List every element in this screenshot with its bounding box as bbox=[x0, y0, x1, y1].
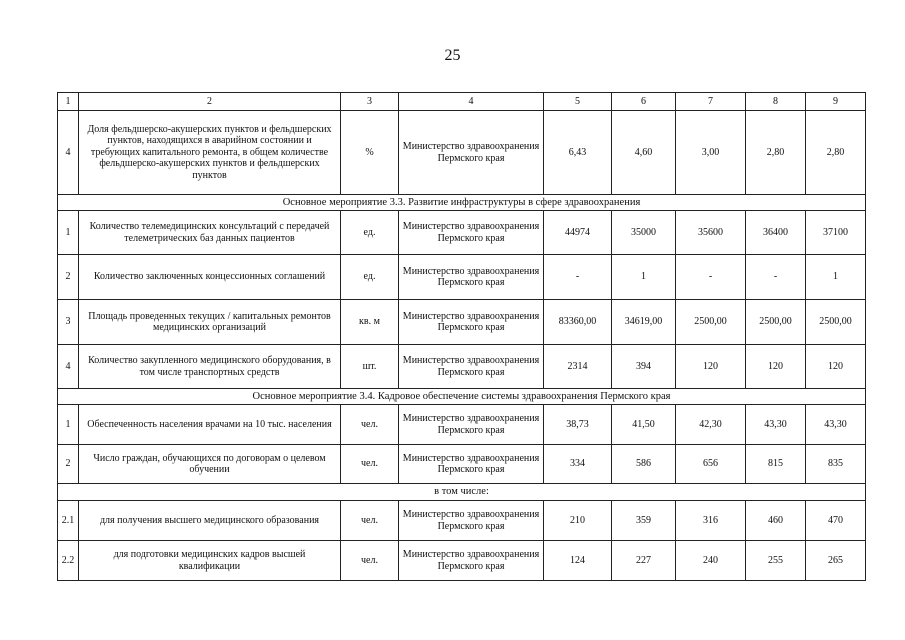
responsible-executor: Министерство здравоохранения Пермского края bbox=[399, 300, 544, 345]
unit: чел. bbox=[341, 501, 399, 541]
indicator-name: Доля фельдшерско-акушерских пунктов и фельдшерских пунктов, находящихся в аварийном состоянии и требующих капитального ремонта, в общем количестве фельдшерско-акушерских пунктов и фельдшерских пунктов bbox=[79, 111, 341, 195]
value-col-6: 41,50 bbox=[612, 405, 676, 445]
row-number: 2.1 bbox=[58, 501, 79, 541]
value-col-7: 3,00 bbox=[676, 111, 746, 195]
responsible-executor: Министерство здравоохранения Пермского края bbox=[399, 255, 544, 300]
value-col-9: 2,80 bbox=[806, 111, 866, 195]
value-col-7: 2500,00 bbox=[676, 300, 746, 345]
column-number: 2 bbox=[79, 93, 341, 111]
value-col-6: 359 bbox=[612, 501, 676, 541]
responsible-executor: Министерство здравоохранения Пермского края bbox=[399, 111, 544, 195]
unit: чел. bbox=[341, 405, 399, 445]
value-col-9: 835 bbox=[806, 445, 866, 484]
value-col-8: 2500,00 bbox=[746, 300, 806, 345]
value-col-5: 38,73 bbox=[544, 405, 612, 445]
value-col-9: 2500,00 bbox=[806, 300, 866, 345]
value-col-7: - bbox=[676, 255, 746, 300]
value-col-5: 334 bbox=[544, 445, 612, 484]
column-number: 8 bbox=[746, 93, 806, 111]
value-col-5: 210 bbox=[544, 501, 612, 541]
value-col-9: 470 bbox=[806, 501, 866, 541]
indicator-name: Количество телемедицинских консультаций с передачей телеметрических баз данных пациентов bbox=[79, 211, 341, 255]
value-col-7: 120 bbox=[676, 345, 746, 389]
value-col-7: 316 bbox=[676, 501, 746, 541]
indicator-name: Количество закупленного медицинского оборудования, в том числе транспортных средств bbox=[79, 345, 341, 389]
indicators-table bbox=[57, 92, 866, 581]
value-col-5: - bbox=[544, 255, 612, 300]
value-col-9: 43,30 bbox=[806, 405, 866, 445]
value-col-8: 120 bbox=[746, 345, 806, 389]
unit: % bbox=[341, 111, 399, 195]
indicator-name: для подготовки медицинских кадров высшей квалификации bbox=[79, 541, 341, 581]
column-number-row bbox=[58, 93, 866, 111]
value-col-8: 460 bbox=[746, 501, 806, 541]
row-number: 4 bbox=[58, 111, 79, 195]
row-number: 2 bbox=[58, 445, 79, 484]
responsible-executor: Министерство здравоохранения Пермского края bbox=[399, 541, 544, 581]
column-number: 6 bbox=[612, 93, 676, 111]
value-col-6: 35000 bbox=[612, 211, 676, 255]
table-row bbox=[58, 211, 866, 255]
indicator-name: Число граждан, обучающихся по договорам о целевом обучении bbox=[79, 445, 341, 484]
section-heading-row bbox=[58, 484, 866, 501]
table-row bbox=[58, 405, 866, 445]
value-col-7: 240 bbox=[676, 541, 746, 581]
section-heading: в том числе: bbox=[58, 484, 866, 501]
column-number: 4 bbox=[399, 93, 544, 111]
section-heading-row bbox=[58, 195, 866, 211]
indicator-name: Количество заключенных концессионных соглашений bbox=[79, 255, 341, 300]
column-number: 3 bbox=[341, 93, 399, 111]
unit: ед. bbox=[341, 211, 399, 255]
indicator-name: для получения высшего медицинского образования bbox=[79, 501, 341, 541]
value-col-8: 815 bbox=[746, 445, 806, 484]
indicator-name: Площадь проведенных текущих / капитальных ремонтов медицинских организаций bbox=[79, 300, 341, 345]
value-col-6: 586 bbox=[612, 445, 676, 484]
row-number: 2 bbox=[58, 255, 79, 300]
table-row bbox=[58, 111, 866, 195]
value-col-5: 124 bbox=[544, 541, 612, 581]
value-col-7: 42,30 bbox=[676, 405, 746, 445]
responsible-executor: Министерство здравоохранения Пермского края bbox=[399, 445, 544, 484]
responsible-executor: Министерство здравоохранения Пермского края bbox=[399, 345, 544, 389]
unit: чел. bbox=[341, 445, 399, 484]
table-row bbox=[58, 445, 866, 484]
table-row bbox=[58, 541, 866, 581]
section-heading-row bbox=[58, 389, 866, 405]
section-heading: Основное мероприятие 3.4. Кадровое обеспечение системы здравоохранения Пермского края bbox=[58, 389, 866, 405]
value-col-5: 6,43 bbox=[544, 111, 612, 195]
value-col-9: 265 bbox=[806, 541, 866, 581]
value-col-7: 35600 bbox=[676, 211, 746, 255]
unit: кв. м bbox=[341, 300, 399, 345]
column-number: 9 bbox=[806, 93, 866, 111]
unit: шт. bbox=[341, 345, 399, 389]
responsible-executor: Министерство здравоохранения Пермского края bbox=[399, 405, 544, 445]
table-row bbox=[58, 501, 866, 541]
value-col-8: 255 bbox=[746, 541, 806, 581]
value-col-8: 36400 bbox=[746, 211, 806, 255]
value-col-6: 227 bbox=[612, 541, 676, 581]
column-number: 7 bbox=[676, 93, 746, 111]
table-row bbox=[58, 345, 866, 389]
row-number: 3 bbox=[58, 300, 79, 345]
column-number: 5 bbox=[544, 93, 612, 111]
value-col-8: 2,80 bbox=[746, 111, 806, 195]
unit: ед. bbox=[341, 255, 399, 300]
value-col-8: - bbox=[746, 255, 806, 300]
value-col-9: 120 bbox=[806, 345, 866, 389]
responsible-executor: Министерство здравоохранения Пермского края bbox=[399, 501, 544, 541]
section-heading: Основное мероприятие 3.3. Развитие инфраструктуры в сфере здравоохранения bbox=[58, 195, 866, 211]
value-col-5: 2314 bbox=[544, 345, 612, 389]
value-col-7: 656 bbox=[676, 445, 746, 484]
unit: чел. bbox=[341, 541, 399, 581]
row-number: 1 bbox=[58, 405, 79, 445]
value-col-6: 4,60 bbox=[612, 111, 676, 195]
row-number: 2.2 bbox=[58, 541, 79, 581]
row-number: 4 bbox=[58, 345, 79, 389]
value-col-6: 394 bbox=[612, 345, 676, 389]
value-col-5: 44974 bbox=[544, 211, 612, 255]
indicator-name: Обеспеченность населения врачами на 10 тыс. населения bbox=[79, 405, 341, 445]
value-col-5: 83360,00 bbox=[544, 300, 612, 345]
column-number: 1 bbox=[58, 93, 79, 111]
responsible-executor: Министерство здравоохранения Пермского края bbox=[399, 211, 544, 255]
value-col-8: 43,30 bbox=[746, 405, 806, 445]
value-col-6: 1 bbox=[612, 255, 676, 300]
table-row bbox=[58, 255, 866, 300]
value-col-6: 34619,00 bbox=[612, 300, 676, 345]
table-row bbox=[58, 300, 866, 345]
value-col-9: 1 bbox=[806, 255, 866, 300]
page-number: 25 bbox=[444, 47, 461, 64]
value-col-9: 37100 bbox=[806, 211, 866, 255]
row-number: 1 bbox=[58, 211, 79, 255]
